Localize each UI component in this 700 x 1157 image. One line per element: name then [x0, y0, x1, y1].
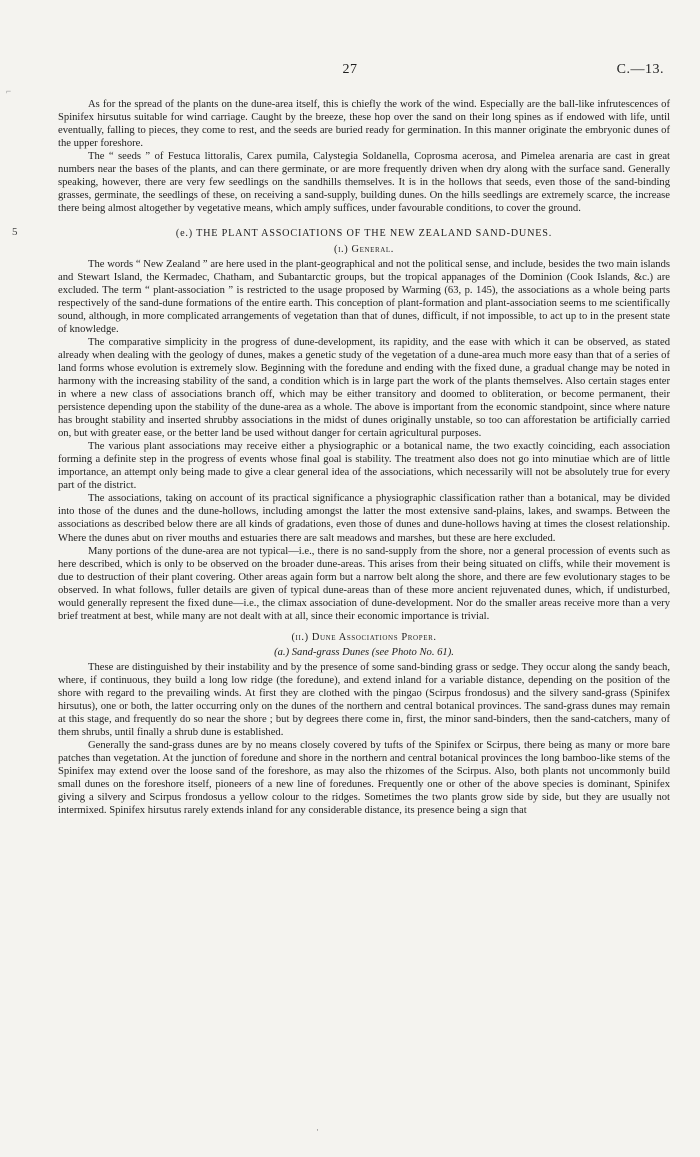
document-body: [58, 98, 670, 817]
section-title: (e.) THE PLANT ASSOCIATIONS OF THE NEW ZEALAND SAND-DUNES.: [175, 228, 553, 240]
paragraph: As for the spread of the plants on the dune-area itself, this is chiefly the work of the wind. Especially are the ball-like infrutescences of Spinifex hirsutus suitable for wind carriage. Caught by the breeze, these hop over the sand on their long spines as if endowed with life, until eventually, falling to pieces, they come to rest, and the seeds are buried ready for germination. In this manner originate the embryonic dunes of the upper foreshore.: [58, 99, 670, 150]
paragraph: The words “ New Zealand ” are here used in the plant-geographical and not the political sense, and include, besides the two main islands and Stewart Island, the Kermadec, Chatham, and Subantarctic groups, but the tropical appanages of the Dominion (Cook Islands, &c.) are excluded. The term “ plant-association ” is restricted to the usage proposed by Warming (63, p. 145), the associations as a whole being parts respectively of the sand-dune formations of the entire earth. This conception of plant-formation and plant-association seems to me scientifically sound, although, in more complicated arrangements of vegetation than that of dunes, difficult, if not impossible, to act up to in the present state of knowledge.: [58, 259, 670, 336]
margin-tick: ⌐: [6, 86, 12, 96]
series-reference: C.—13.: [616, 62, 664, 77]
footer-dot: ·: [316, 1125, 319, 1135]
paragraph: The various plant associations may receive either a physiographic or a botanical name, the two exactly coinciding, each association forming a definite step in the progress of events whose final goal is stability. The treatment also does not go into minutiae which are of little importance, an attempt only being made to give a clear general idea of the associations, which necessarily will not be absolutely true for every part of the district.: [58, 441, 670, 492]
margin-mark: 5: [12, 226, 18, 238]
paragraph: Many portions of the dune-area are not typical—i.e., there is no sand-supply from the shore, nor a general procession of events such as here described, which is only to be observed on the broader dune-areas. This arises from their being situated on cliffs, while their movement is due to destruction of their plant covering. Other areas again form but a narrow belt along the shore, and there are few evolutionary stages to be observed. In what follows, fuller details are given of typical dune-areas than of these more ancient rejuvenated dunes, which, if undisturbed, would generally represent the fixed dune—i.e., the climax association of dune-development. Nor do the smaller areas receive more than a very brief treatment at best, while many are not dealt with at all, since their economic importance is trivial.: [58, 545, 670, 622]
paragraph: The associations, taking on account of its practical significance a physiographic classification rather than a botanical, may be divided into those of the dunes and the dune-hollows, including amongst the latter the most extensive sand-plains, lakes, and swamps. Between the associations as described below there are all kinds of gradations, even those of dunes and dune-hollows having at times the closest relationship. Where the dunes abut on river mouths and estuaries there are salt meadows and marshes, but these are here excluded.: [58, 493, 670, 544]
page-header: [0, 62, 700, 80]
subsection-title-dune: (ii.) Dune Associations Proper.: [291, 631, 437, 643]
subsubsection-title-sand-grass: (a.) Sand-grass Dunes (see Photo No. 61).: [274, 646, 454, 658]
paragraph: Generally the sand-grass dunes are by no means closely covered by tufts of the Spinifex or Scirpus, there being as many or more bare patches than vegetation. At the junction of foredune and shore in the northern and central botanical provinces the long bamboo-like stems of the Spinifex may extend over the loose sand of the foreshore, as may also the rhizomes of the Scirpus. Also, both plants not uncommonly build small dunes on the foreshore itself, pioneers of a new line of foredunes. Frequently one or other of the above species is dominant, Spinifex giving a silvery and Scirpus frondosus a yellow colour to the ridges. Sometimes the two plants grow side by side, but they are usually not intermixed. Spinifex hirsutus rarely extends inland for any considerable distance, its presence being a sign that: [58, 739, 670, 816]
page-number: 27: [342, 62, 358, 77]
subsection-title-general: (i.) General.: [334, 244, 394, 256]
paragraph: These are distinguished by their instability and by the presence of some sand-binding grass or sedge. They occur along the sandy beach, where, if continuous, they build a long low ridge (the foredune), and extend inland for a variable distance, depending on the position of the shore with regard to the prevailing winds. At first they are clothed with the pingao (Scirpus frondosus) and the silvery sand-grass (Spinifex hirsutus), one or both, the latter occurring only on the dunes of the northern and central botanical provinces. The sand-grass dunes may remain at this stage, and frequently do so near the shore ; but by degrees there come in, first, the minor sand-binders, then the sand-catchers, many of them shrubs, until finally a shrub dune is established.: [58, 661, 670, 738]
paragraph: The comparative simplicity in the progress of dune-development, its rapidity, and the ease with which it can be observed, as stated already when dealing with the geology of dunes, makes a genetic study of the vegetation of a dune-area much more easy than that of a series of land forms whose evolution is extremely slow. Beginning with the foredune and ending with the fixed dune, a gradual change may be noted in harmony with the increasing stability of the sand, a condition which is in large part the work of the plants themselves. Also certain stages enter in where a new class of associations branch off, which may be either transitory and doomed to obliteration, or become permanent, their persistence depending upon the stability of the dune-area as a whole. The above is important from the economic standpoint, since where nature has brought stability and inserted shrubby associations in the midst of dunes originally unstable, so too can afforestation be artificially carried on, but with greater ease, or the better land be used without danger for certain agricultural purposes.: [58, 337, 670, 440]
paragraph: The “ seeds ” of Festuca littoralis, Carex pumila, Calystegia Soldanella, Coprosma acerosa, and Pimelea arenaria are cast in great numbers near the bases of the plants, and can there germinate, or are more frequently driven when dry along with the surface sand. Generally speaking, however, there are very few seedlings on the sandhills themselves. It is in the hollows that seeds, even those of the sand-binding grasses, germinate, the seedlings of these, on receiving a sand-supply, building dunes. On the hills seedlings are extremely scarce, the increase there being almost altogether by vegetative means, which amply suffices, under favourable conditions, to cover the ground.: [58, 151, 670, 215]
